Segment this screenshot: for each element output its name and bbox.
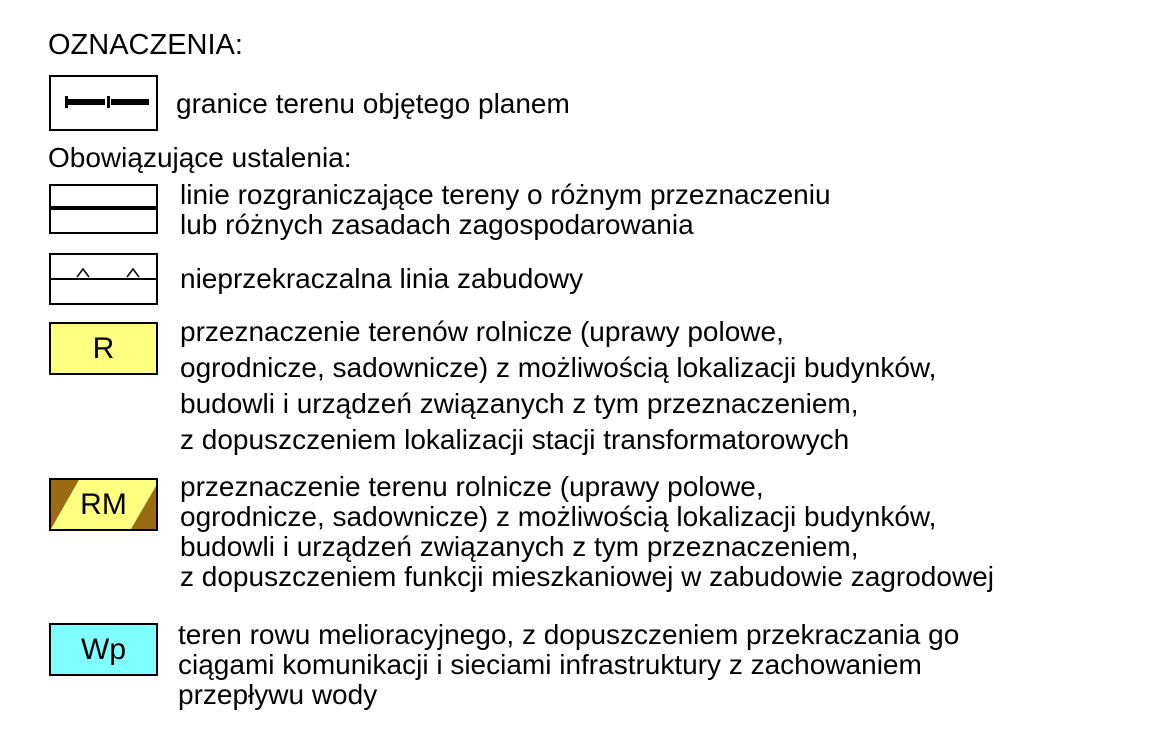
zone-rm-line-3: budowli i urządzeń związanych z tym przeznaczeniem, — [180, 531, 859, 562]
legend-title: OZNACZENIA: — [48, 29, 243, 61]
zone-r-symbol — [49, 322, 158, 375]
zone-rm-code: RM — [80, 487, 127, 521]
zone-rm-line-4: z dopuszczeniem funkcji mieszkaniowej w zabudowie zagrodowej — [180, 561, 994, 592]
plan-boundary-symbol — [49, 75, 158, 131]
zone-r-line-3: budowli i urządzeń związanych z tym przeznaczeniem, — [180, 388, 859, 419]
dividing-lines-line-2: lub różnych zasadach zagospodarowania — [180, 209, 694, 240]
dividing-lines-line-1: linie rozgraniczające tereny o różnym przeznaczeniu — [180, 179, 831, 210]
zone-r-description — [180, 317, 936, 455]
binding-regulations-heading: Obowiązujące ustalenia: — [48, 142, 352, 173]
zone-wp-symbol — [49, 623, 158, 676]
dividing-lines-symbol — [49, 184, 158, 234]
zone-wp-description — [178, 620, 959, 710]
zone-rm-line-2: ogrodnicze, sadownicze) z możliwością lokalizacji budynków, — [180, 501, 937, 532]
building-line-label: nieprzekraczalna linia zabudowy — [180, 263, 584, 294]
zone-wp-line-2: ciągami komunikacji i sieciami infrastruktury z zachowaniem — [178, 649, 922, 680]
zone-r-code: R — [92, 331, 115, 365]
zone-wp-line-3: przepływu wody — [178, 679, 378, 710]
building-line-symbol — [49, 253, 158, 305]
dividing-lines-description — [180, 180, 831, 240]
zone-rm-symbol — [49, 478, 158, 531]
zone-rm-line-1: przeznaczenie terenu rolnicze (uprawy polowe, — [180, 471, 764, 502]
zone-wp-line-1: teren rowu melioracyjnego, z dopuszczeniem przekraczania go — [178, 619, 960, 650]
zone-r-line-4: z dopuszczeniem lokalizacji stacji transformatorowych — [180, 424, 850, 455]
plan-boundary-label: granice terenu objętego planem — [176, 88, 570, 119]
zone-r-line-2: ogrodnicze, sadownicze) z możliwością lokalizacji budynków, — [180, 352, 937, 383]
zone-wp-code: Wp — [81, 632, 126, 666]
zone-rm-description — [180, 472, 994, 592]
zone-r-line-1: przeznaczenie terenów rolnicze (uprawy polowe, — [180, 316, 784, 347]
